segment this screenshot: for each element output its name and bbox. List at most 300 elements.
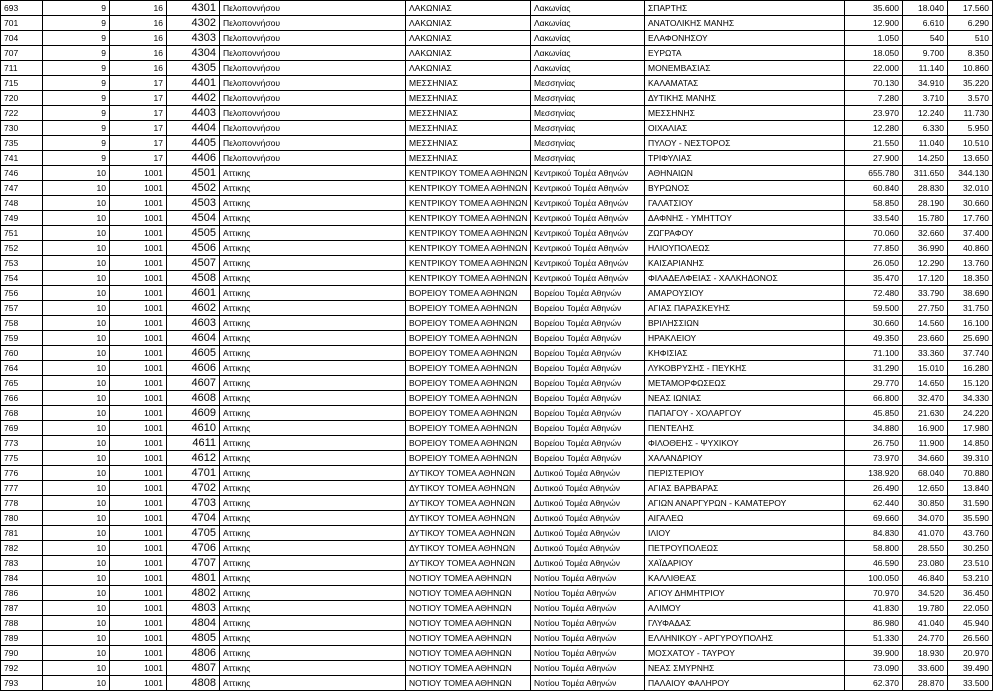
population-male: 34.520 — [903, 586, 948, 601]
municipality-code: 4705 — [167, 526, 220, 541]
municipality-code: 4402 — [167, 91, 220, 106]
region-number: 10 — [43, 661, 110, 676]
unit-number: 1001 — [110, 601, 167, 616]
row-id: 783 — [1, 556, 43, 571]
region-name: Αττικης — [220, 256, 406, 271]
municipality-code: 4501 — [167, 166, 220, 181]
municipality-code: 4707 — [167, 556, 220, 571]
municipality-code: 4504 — [167, 211, 220, 226]
population-male: 21.630 — [903, 406, 948, 421]
municipality-name: ΜΕΣΣΗΝΗΣ — [645, 106, 845, 121]
unit-number: 1001 — [110, 391, 167, 406]
row-id: 786 — [1, 586, 43, 601]
regional-unit-upper: ΒΟΡΕΙΟΥ ΤΟΜΕΑ ΑΘΗΝΩΝ — [406, 376, 531, 391]
municipality-name: ΚΑΙΣΑΡΙΑΝΗΣ — [645, 256, 845, 271]
municipality-name: ΠΕΝΤΕΛΗΣ — [645, 421, 845, 436]
municipality-code: 4608 — [167, 391, 220, 406]
region-number: 10 — [43, 631, 110, 646]
regional-unit-upper: ΚΕΝΤΡΙΚΟΥ ΤΟΜΕΑ ΑΘΗΝΩΝ — [406, 256, 531, 271]
population-male: 36.990 — [903, 241, 948, 256]
table-row — [1, 541, 993, 556]
regional-unit: Δυτικού Τομέα Αθηνών — [531, 511, 645, 526]
population-female: 45.940 — [948, 616, 993, 631]
population-total: 35.600 — [845, 1, 903, 16]
unit-number: 1001 — [110, 676, 167, 691]
unit-number: 1001 — [110, 406, 167, 421]
municipality-code: 4406 — [167, 151, 220, 166]
unit-number: 1001 — [110, 166, 167, 181]
region-name: Αττικης — [220, 466, 406, 481]
row-id: 756 — [1, 286, 43, 301]
region-number: 10 — [43, 481, 110, 496]
regional-unit-upper: ΒΟΡΕΙΟΥ ΤΟΜΕΑ ΑΘΗΝΩΝ — [406, 301, 531, 316]
municipality-code: 4603 — [167, 316, 220, 331]
row-id: 777 — [1, 481, 43, 496]
regional-unit-upper: ΒΟΡΕΙΟΥ ΤΟΜΕΑ ΑΘΗΝΩΝ — [406, 331, 531, 346]
population-female: 30.250 — [948, 541, 993, 556]
population-male: 14.560 — [903, 316, 948, 331]
municipality-name: ΠΑΠΑΓΟΥ - ΧΟΛΑΡΓΟΥ — [645, 406, 845, 421]
municipality-name: ΦΙΛΑΔΕΛΦΕΙΑΣ - ΧΑΛΚΗΔΟΝΟΣ — [645, 271, 845, 286]
municipality-name: ΤΡΙΦΥΛΙΑΣ — [645, 151, 845, 166]
municipality-code: 4604 — [167, 331, 220, 346]
municipality-code: 4703 — [167, 496, 220, 511]
unit-number: 1001 — [110, 421, 167, 436]
population-female: 17.980 — [948, 421, 993, 436]
region-name: Αττικης — [220, 616, 406, 631]
population-male: 28.190 — [903, 196, 948, 211]
region-number: 10 — [43, 271, 110, 286]
unit-number: 16 — [110, 46, 167, 61]
region-name: Αττικης — [220, 436, 406, 451]
region-name: Αττικης — [220, 271, 406, 286]
regional-unit-upper: ΔΥΤΙΚΟΥ ΤΟΜΕΑ ΑΘΗΝΩΝ — [406, 481, 531, 496]
regional-unit: Λακωνίας — [531, 1, 645, 16]
municipality-name: ΑΝΑΤΟΛΙΚΗΣ ΜΑΝΗΣ — [645, 16, 845, 31]
table-row — [1, 601, 993, 616]
municipality-code: 4609 — [167, 406, 220, 421]
region-number: 10 — [43, 676, 110, 691]
unit-number: 1001 — [110, 526, 167, 541]
population-total: 62.370 — [845, 676, 903, 691]
table-row — [1, 526, 993, 541]
regional-unit: Νοτίου Τομέα Αθηνών — [531, 646, 645, 661]
unit-number: 17 — [110, 76, 167, 91]
population-female: 8.350 — [948, 46, 993, 61]
row-id: 751 — [1, 226, 43, 241]
table-row — [1, 136, 993, 151]
table-body — [1, 1, 993, 691]
row-id: 765 — [1, 376, 43, 391]
region-name: Αττικης — [220, 316, 406, 331]
row-id: 787 — [1, 601, 43, 616]
population-female: 35.220 — [948, 76, 993, 91]
population-female: 34.330 — [948, 391, 993, 406]
row-id: 747 — [1, 181, 43, 196]
regional-unit-upper: ΒΟΡΕΙΟΥ ΤΟΜΕΑ ΑΘΗΝΩΝ — [406, 421, 531, 436]
unit-number: 1001 — [110, 451, 167, 466]
population-total: 18.050 — [845, 46, 903, 61]
population-total: 1.050 — [845, 31, 903, 46]
regional-unit: Δυτικού Τομέα Αθηνών — [531, 541, 645, 556]
regional-unit-upper: ΛΑΚΩΝΙΑΣ — [406, 46, 531, 61]
municipality-code: 4612 — [167, 451, 220, 466]
region-number: 10 — [43, 391, 110, 406]
population-male: 68.040 — [903, 466, 948, 481]
row-id: 792 — [1, 661, 43, 676]
regional-unit-upper: ΒΟΡΕΙΟΥ ΤΟΜΕΑ ΑΘΗΝΩΝ — [406, 451, 531, 466]
table-row — [1, 121, 993, 136]
unit-number: 1001 — [110, 541, 167, 556]
regional-unit-upper: ΜΕΣΣΗΝΙΑΣ — [406, 136, 531, 151]
regional-unit-upper: ΒΟΡΕΙΟΥ ΤΟΜΕΑ ΑΘΗΝΩΝ — [406, 361, 531, 376]
population-female: 37.740 — [948, 346, 993, 361]
regional-unit: Μεσσηνίας — [531, 106, 645, 121]
municipality-name: ΗΛΙΟΥΠΟΛΕΩΣ — [645, 241, 845, 256]
region-name: Πελοποννήσου — [220, 1, 406, 16]
municipality-code: 4508 — [167, 271, 220, 286]
regional-unit: Βορείου Τομέα Αθηνών — [531, 376, 645, 391]
municipality-name: ΓΑΛΑΤΣΙΟΥ — [645, 196, 845, 211]
population-male: 41.040 — [903, 616, 948, 631]
row-id: 768 — [1, 406, 43, 421]
unit-number: 1001 — [110, 271, 167, 286]
row-id: 775 — [1, 451, 43, 466]
region-number: 10 — [43, 451, 110, 466]
municipality-code: 4611 — [167, 436, 220, 451]
region-number: 10 — [43, 511, 110, 526]
regional-unit-upper: ΚΕΝΤΡΙΚΟΥ ΤΟΜΕΑ ΑΘΗΝΩΝ — [406, 241, 531, 256]
regional-unit: Δυτικού Τομέα Αθηνών — [531, 466, 645, 481]
region-number: 10 — [43, 256, 110, 271]
municipality-name: ΙΛΙΟΥ — [645, 526, 845, 541]
population-male: 12.290 — [903, 256, 948, 271]
region-name: Πελοποννήσου — [220, 76, 406, 91]
row-id: 780 — [1, 511, 43, 526]
population-total: 60.840 — [845, 181, 903, 196]
population-female: 15.120 — [948, 376, 993, 391]
population-male: 28.830 — [903, 181, 948, 196]
municipality-code: 4803 — [167, 601, 220, 616]
region-name: Αττικης — [220, 646, 406, 661]
table-row — [1, 571, 993, 586]
row-id: 707 — [1, 46, 43, 61]
regional-unit: Μεσσηνίας — [531, 151, 645, 166]
population-male: 11.140 — [903, 61, 948, 76]
municipality-code: 4706 — [167, 541, 220, 556]
regional-unit: Κεντρικού Τομέα Αθηνών — [531, 166, 645, 181]
region-number: 9 — [43, 31, 110, 46]
regional-unit: Νοτίου Τομέα Αθηνών — [531, 631, 645, 646]
municipality-code: 4701 — [167, 466, 220, 481]
regional-unit-upper: ΒΟΡΕΙΟΥ ΤΟΜΕΑ ΑΘΗΝΩΝ — [406, 316, 531, 331]
region-number: 10 — [43, 376, 110, 391]
region-number: 10 — [43, 316, 110, 331]
region-name: Πελοποννήσου — [220, 16, 406, 31]
regional-unit: Νοτίου Τομέα Αθηνών — [531, 586, 645, 601]
region-name: Πελοποννήσου — [220, 31, 406, 46]
table-row — [1, 91, 993, 106]
table-row — [1, 646, 993, 661]
regional-unit-upper: ΝΟΤΙΟΥ ΤΟΜΕΑ ΑΘΗΝΩΝ — [406, 616, 531, 631]
population-male: 33.360 — [903, 346, 948, 361]
table-row — [1, 481, 993, 496]
population-female: 39.490 — [948, 661, 993, 676]
municipality-code: 4401 — [167, 76, 220, 91]
population-total: 22.000 — [845, 61, 903, 76]
population-male: 3.710 — [903, 91, 948, 106]
region-name: Αττικης — [220, 361, 406, 376]
municipality-code: 4405 — [167, 136, 220, 151]
population-female: 510 — [948, 31, 993, 46]
municipality-name: ΑΛΙΜΟΥ — [645, 601, 845, 616]
population-male: 34.660 — [903, 451, 948, 466]
region-number: 10 — [43, 301, 110, 316]
population-male: 28.550 — [903, 541, 948, 556]
region-number: 10 — [43, 166, 110, 181]
population-total: 23.970 — [845, 106, 903, 121]
municipality-code: 4610 — [167, 421, 220, 436]
municipality-name: ΑΜΑΡΟΥΣΙΟΥ — [645, 286, 845, 301]
population-male: 12.650 — [903, 481, 948, 496]
table-row — [1, 406, 993, 421]
region-number: 10 — [43, 421, 110, 436]
municipality-name: ΝΕΑΣ ΣΜΥΡΝΗΣ — [645, 661, 845, 676]
population-total: 26.050 — [845, 256, 903, 271]
regional-unit: Λακωνίας — [531, 61, 645, 76]
municipality-name: ΑΓΙΩΝ ΑΝΑΡΓΥΡΩΝ - ΚΑΜΑΤΕΡΟΥ — [645, 496, 845, 511]
unit-number: 1001 — [110, 331, 167, 346]
population-female: 25.690 — [948, 331, 993, 346]
regional-unit-upper: ΜΕΣΣΗΝΙΑΣ — [406, 76, 531, 91]
municipality-name: ΒΡΙΛΗΣΣΙΩΝ — [645, 316, 845, 331]
row-id: 748 — [1, 196, 43, 211]
population-female: 39.310 — [948, 451, 993, 466]
region-number: 9 — [43, 46, 110, 61]
municipality-code: 4505 — [167, 226, 220, 241]
municipality-name: ΕΛΛΗΝΙΚΟΥ - ΑΡΓΥΡΟΥΠΟΛΗΣ — [645, 631, 845, 646]
row-id: 730 — [1, 121, 43, 136]
population-total: 84.830 — [845, 526, 903, 541]
table-row — [1, 451, 993, 466]
table-row — [1, 76, 993, 91]
municipality-name: ΝΕΑΣ ΙΩΝΙΑΣ — [645, 391, 845, 406]
population-total: 34.880 — [845, 421, 903, 436]
municipality-code: 4502 — [167, 181, 220, 196]
row-id: 757 — [1, 301, 43, 316]
unit-number: 1001 — [110, 226, 167, 241]
population-male: 33.790 — [903, 286, 948, 301]
region-name: Αττικης — [220, 451, 406, 466]
municipality-code: 4702 — [167, 481, 220, 496]
municipality-code: 4704 — [167, 511, 220, 526]
municipality-code: 4404 — [167, 121, 220, 136]
municipality-code: 4808 — [167, 676, 220, 691]
population-female: 16.280 — [948, 361, 993, 376]
regional-unit: Μεσσηνίας — [531, 91, 645, 106]
table-row — [1, 286, 993, 301]
regional-unit: Βορείου Τομέα Αθηνών — [531, 316, 645, 331]
regional-unit: Βορείου Τομέα Αθηνών — [531, 406, 645, 421]
table-row — [1, 376, 993, 391]
region-number: 9 — [43, 91, 110, 106]
population-female: 24.220 — [948, 406, 993, 421]
region-number: 10 — [43, 466, 110, 481]
municipality-name: ΕΥΡΩΤΑ — [645, 46, 845, 61]
unit-number: 1001 — [110, 616, 167, 631]
population-male: 34.910 — [903, 76, 948, 91]
region-name: Αττικης — [220, 541, 406, 556]
table-row — [1, 631, 993, 646]
population-female: 344.130 — [948, 166, 993, 181]
region-number: 10 — [43, 361, 110, 376]
population-male: 17.120 — [903, 271, 948, 286]
region-name: Αττικης — [220, 571, 406, 586]
region-name: Αττικης — [220, 226, 406, 241]
population-male: 12.240 — [903, 106, 948, 121]
population-total: 66.800 — [845, 391, 903, 406]
row-id: 793 — [1, 676, 43, 691]
row-id: 722 — [1, 106, 43, 121]
row-id: 758 — [1, 316, 43, 331]
region-number: 10 — [43, 616, 110, 631]
regional-unit-upper: ΛΑΚΩΝΙΑΣ — [406, 1, 531, 16]
municipality-code: 4302 — [167, 16, 220, 31]
regional-unit-upper: ΝΟΤΙΟΥ ΤΟΜΕΑ ΑΘΗΝΩΝ — [406, 586, 531, 601]
table-row — [1, 31, 993, 46]
unit-number: 1001 — [110, 196, 167, 211]
regional-unit-upper: ΔΥΤΙΚΟΥ ΤΟΜΕΑ ΑΘΗΝΩΝ — [406, 511, 531, 526]
table-row — [1, 271, 993, 286]
population-total: 77.850 — [845, 241, 903, 256]
population-male: 27.750 — [903, 301, 948, 316]
unit-number: 17 — [110, 106, 167, 121]
regional-unit: Νοτίου Τομέα Αθηνών — [531, 676, 645, 691]
table-row — [1, 436, 993, 451]
table-row — [1, 16, 993, 31]
regional-unit: Νοτίου Τομέα Αθηνών — [531, 601, 645, 616]
region-name: Αττικης — [220, 676, 406, 691]
population-female: 31.590 — [948, 496, 993, 511]
population-male: 15.780 — [903, 211, 948, 226]
table-row — [1, 46, 993, 61]
region-name: Αττικης — [220, 391, 406, 406]
regional-unit-upper: ΜΕΣΣΗΝΙΑΣ — [406, 151, 531, 166]
population-total: 70.130 — [845, 76, 903, 91]
region-number: 9 — [43, 1, 110, 16]
regional-unit: Κεντρικού Τομέα Αθηνών — [531, 271, 645, 286]
region-name: Αττικης — [220, 181, 406, 196]
row-id: 784 — [1, 571, 43, 586]
regional-unit-upper: ΔΥΤΙΚΟΥ ΤΟΜΕΑ ΑΘΗΝΩΝ — [406, 466, 531, 481]
population-male: 9.700 — [903, 46, 948, 61]
municipality-name: ΕΛΑΦΟΝΗΣΟΥ — [645, 31, 845, 46]
region-name: Αττικης — [220, 346, 406, 361]
population-male: 32.470 — [903, 391, 948, 406]
region-number: 10 — [43, 286, 110, 301]
population-male: 14.250 — [903, 151, 948, 166]
row-id: 704 — [1, 31, 43, 46]
region-name: Αττικης — [220, 211, 406, 226]
table-row — [1, 61, 993, 76]
population-female: 17.560 — [948, 1, 993, 16]
municipality-name: ΚΗΦΙΣΙΑΣ — [645, 346, 845, 361]
region-number: 10 — [43, 496, 110, 511]
regional-unit-upper: ΒΟΡΕΙΟΥ ΤΟΜΕΑ ΑΘΗΝΩΝ — [406, 406, 531, 421]
population-total: 45.850 — [845, 406, 903, 421]
regional-unit: Βορείου Τομέα Αθηνών — [531, 361, 645, 376]
municipality-code: 4805 — [167, 631, 220, 646]
regional-unit: Βορείου Τομέα Αθηνών — [531, 421, 645, 436]
population-male: 28.870 — [903, 676, 948, 691]
population-total: 46.590 — [845, 556, 903, 571]
population-female: 10.860 — [948, 61, 993, 76]
municipality-name: ΖΩΓΡΑΦΟΥ — [645, 226, 845, 241]
region-number: 10 — [43, 436, 110, 451]
unit-number: 1001 — [110, 586, 167, 601]
region-name: Αττικης — [220, 586, 406, 601]
population-male: 16.900 — [903, 421, 948, 436]
population-female: 13.650 — [948, 151, 993, 166]
region-number: 10 — [43, 586, 110, 601]
population-female: 16.100 — [948, 316, 993, 331]
regional-unit-upper: ΝΟΤΙΟΥ ΤΟΜΕΑ ΑΘΗΝΩΝ — [406, 676, 531, 691]
row-id: 720 — [1, 91, 43, 106]
row-id: 759 — [1, 331, 43, 346]
regional-unit-upper: ΔΥΤΙΚΟΥ ΤΟΜΕΑ ΑΘΗΝΩΝ — [406, 526, 531, 541]
regional-unit: Δυτικού Τομέα Αθηνών — [531, 526, 645, 541]
unit-number: 1001 — [110, 436, 167, 451]
region-name: Πελοποννήσου — [220, 151, 406, 166]
regional-unit: Βορείου Τομέα Αθηνών — [531, 451, 645, 466]
municipality-name: ΚΑΛΑΜΑΤΑΣ — [645, 76, 845, 91]
municipality-name: ΠΑΛΑΙΟΥ ΦΑΛΗΡΟΥ — [645, 676, 845, 691]
population-female: 26.560 — [948, 631, 993, 646]
unit-number: 1001 — [110, 481, 167, 496]
population-total: 12.900 — [845, 16, 903, 31]
population-female: 17.760 — [948, 211, 993, 226]
row-id: 769 — [1, 421, 43, 436]
region-number: 10 — [43, 211, 110, 226]
population-female: 37.400 — [948, 226, 993, 241]
row-id: 753 — [1, 256, 43, 271]
municipality-code: 4602 — [167, 301, 220, 316]
unit-number: 1001 — [110, 301, 167, 316]
population-female: 13.760 — [948, 256, 993, 271]
region-name: Αττικης — [220, 631, 406, 646]
row-id: 711 — [1, 61, 43, 76]
population-total: 30.660 — [845, 316, 903, 331]
unit-number: 16 — [110, 31, 167, 46]
municipality-code: 4606 — [167, 361, 220, 376]
regional-unit: Βορείου Τομέα Αθηνών — [531, 301, 645, 316]
table-row — [1, 346, 993, 361]
population-total: 73.970 — [845, 451, 903, 466]
regional-unit: Κεντρικού Τομέα Αθηνών — [531, 241, 645, 256]
unit-number: 1001 — [110, 571, 167, 586]
regional-unit: Κεντρικού Τομέα Αθηνών — [531, 226, 645, 241]
population-female: 5.950 — [948, 121, 993, 136]
population-total: 59.500 — [845, 301, 903, 316]
population-male: 19.780 — [903, 601, 948, 616]
row-id: 764 — [1, 361, 43, 376]
region-number: 9 — [43, 106, 110, 121]
population-female: 30.660 — [948, 196, 993, 211]
region-name: Αττικης — [220, 511, 406, 526]
municipality-name: ΜΟΣΧΑΤΟΥ - ΤΑΥΡΟΥ — [645, 646, 845, 661]
unit-number: 17 — [110, 91, 167, 106]
region-name: Αττικης — [220, 421, 406, 436]
